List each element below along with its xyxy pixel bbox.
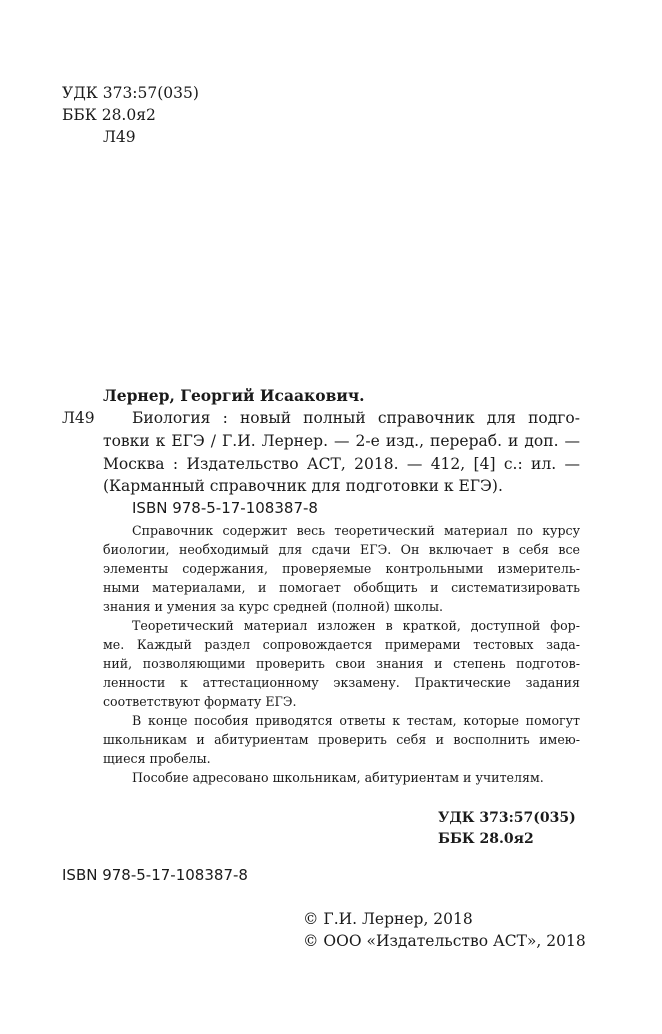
annotation-line: школьникам и абитуриентам проверить себя и восполнить имею- bbox=[103, 732, 580, 747]
annotation-line: В конце пособия приводятся ответы к тестам, которые помогут bbox=[132, 713, 580, 728]
catalog-author: Лернер, Георгий Исаакович. bbox=[103, 386, 365, 405]
copyright-publisher: © ООО «Издательство АСТ», 2018 bbox=[303, 932, 586, 950]
isbn: ISBN 978-5-17-108387-8 bbox=[62, 866, 248, 884]
catalog-line: Биология : новый полный справочник для подго- bbox=[132, 409, 580, 427]
catalog-line: товки к ЕГЭ / Г.И. Лернер. — 2-е изд., перераб. и доп. — bbox=[103, 432, 580, 450]
catalog-line: Москва : Издательство АСТ, 2018. — 412, [4] с.: ил. — bbox=[103, 455, 580, 473]
annotation-line: ме. Каждый раздел сопровождается примерами тестовых зада- bbox=[103, 637, 580, 652]
copyright-author: © Г.И. Лернер, 2018 bbox=[303, 910, 473, 928]
catalog-isbn: ISBN 978-5-17-108387-8 bbox=[132, 499, 318, 517]
annotation-line: биологии, необходимый для сдачи ЕГЭ. Он включает в себя все bbox=[103, 542, 580, 557]
annotation-line: Справочник содержит весь теоретический материал по курсу bbox=[132, 523, 580, 538]
annotation-line: ний, позволяющими проверить свои знания и степень подготов- bbox=[103, 656, 580, 671]
annotation-line: соответствуют формату ЕГЭ. bbox=[103, 694, 297, 709]
annotation-line: Теоретический материал изложен в краткой, доступной фор- bbox=[132, 618, 580, 633]
annotation-line: ными материалами, и помогает обобщить и систематизировать bbox=[103, 580, 580, 595]
annotation-line: Пособие адресовано школьникам, абитуриентам и учителям. bbox=[132, 770, 544, 785]
annotation-line: ленности к аттестационному экзамену. Практические задания bbox=[103, 675, 580, 690]
bbk-code: ББК 28.0я2 bbox=[62, 106, 156, 124]
catalog-mark: Л49 bbox=[62, 409, 95, 427]
annotation-line: элементы содержания, проверяемые контрольными измеритель- bbox=[103, 561, 580, 576]
annotation-line: знания и умения за курс средней (полной) школы. bbox=[103, 599, 444, 614]
annotation-line: щиеся пробелы. bbox=[103, 751, 211, 766]
bottom-bbk-code: ББК 28.0я2 bbox=[438, 831, 534, 847]
bottom-udk-code: УДК 373:57(035) bbox=[438, 810, 576, 826]
udk-code: УДК 373:57(035) bbox=[62, 84, 199, 102]
catalog-line: (Карманный справочник для подготовки к ЕГЭ). bbox=[103, 477, 503, 495]
author-mark: Л49 bbox=[103, 128, 136, 146]
